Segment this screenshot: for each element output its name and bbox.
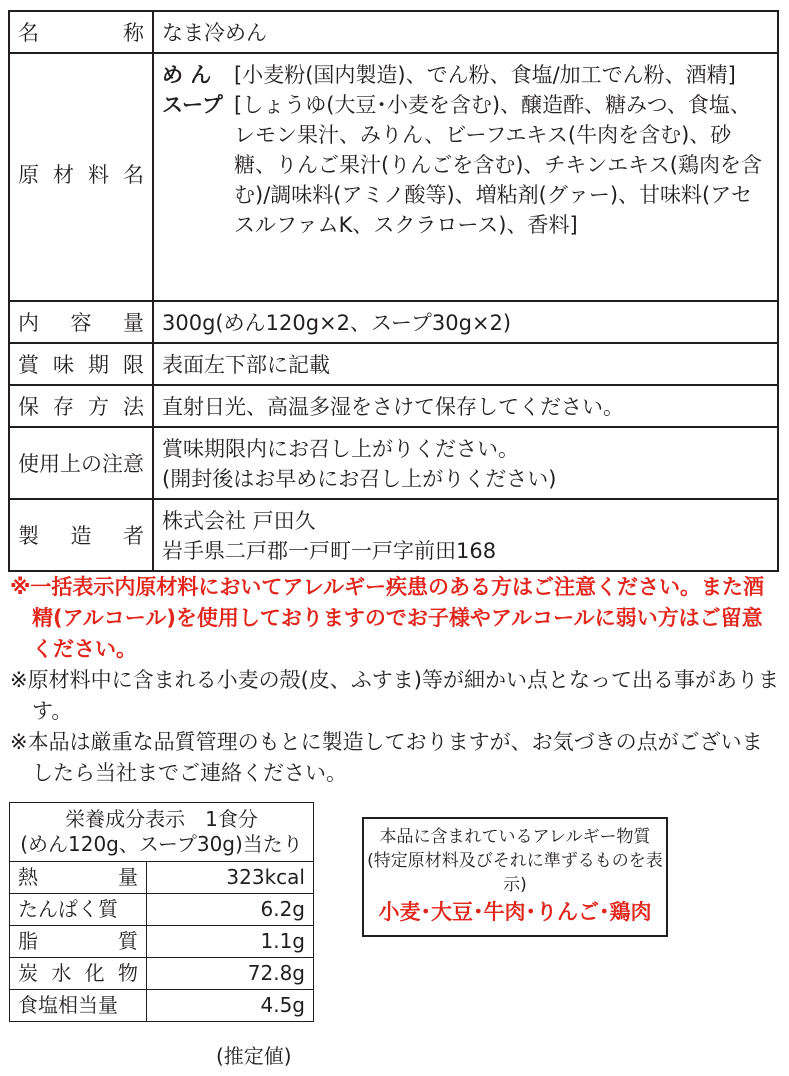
nutrition-name-text: 炭 水 化 物 [18, 961, 138, 985]
label-row-ingredients [9, 53, 778, 301]
nutrition-title-line-1: 栄養成分表示 1食分 [65, 807, 258, 831]
label-header-best-before [9, 343, 153, 385]
label-header-content [9, 301, 153, 343]
label-header-ingredients [9, 53, 153, 301]
allergen-subtitle: (特定原材料及びそれに準ずるものを表示) [367, 851, 663, 895]
ingredient-soup [162, 90, 769, 240]
allergen-box [362, 817, 668, 937]
notice-line-2: (開封後はお早めにお召し上がりください) [162, 467, 557, 491]
label-value-ingredients [153, 53, 778, 301]
label-header-name [9, 11, 153, 53]
label-row-content [9, 301, 778, 343]
allergy-warning: ※一括表示内原材料においてアレルギー疾患のある方はご注意ください。また酒精(アルコール)を使用しておりますのでお子様やアルコールに弱い方はご留意ください。 [10, 575, 765, 661]
notice-line-1: 賞味期限内にお召し上がりください。 [162, 437, 519, 461]
nutrition-estimate-note: (推定値) [216, 1044, 292, 1068]
ingredient-noodle-key: め ん [162, 63, 212, 87]
label-header-storage [9, 385, 153, 427]
notes-section [10, 572, 780, 789]
nutrition-row-fat [10, 926, 314, 958]
label-value-best-before: 表面左下部に記載 [153, 343, 778, 385]
nutrition-name [10, 926, 147, 958]
nutrition-name: たんぱく質 [10, 894, 147, 926]
nutrition-name-text: 脂 質 [18, 929, 138, 953]
nutrition-row-salt [10, 990, 314, 1022]
label-row-name [9, 11, 778, 53]
nutrition-title [10, 803, 314, 862]
nutrition-value: 6.2g [147, 894, 314, 926]
nutrition-title-row [10, 803, 314, 862]
nutrition-name [10, 862, 147, 894]
header-text: 使用上の注意 [18, 452, 144, 476]
nutrition-table [9, 802, 314, 1022]
nutrition-name-text: 熱 量 [18, 865, 138, 889]
allergen-title: 本品に含まれているアレルギー物質 [379, 827, 651, 847]
label-value-name: なま冷めん [153, 11, 778, 53]
label-value-storage: 直射日光、高温多湿をさけて保存してください。 [153, 385, 778, 427]
nutrition-name: 食塩相当量 [10, 990, 147, 1022]
ingredient-noodle [162, 60, 769, 90]
maker-line-1: 株式会社 戸田久 [162, 509, 316, 533]
label-header-notice [9, 427, 153, 499]
nutrition-row-carbohydrate [10, 958, 314, 990]
nutrition-name [10, 958, 147, 990]
header-text: 名 称 [18, 21, 144, 45]
ingredient-soup-key: スープ [162, 93, 223, 117]
nutrition-value: 72.8g [147, 958, 314, 990]
header-text: 原 材 料 名 [18, 163, 144, 187]
label-value-maker [153, 499, 778, 571]
nutrition-value: 323kcal [147, 862, 314, 894]
allergen-items: 小麦･大豆･牛肉･りんご･鶏肉 [378, 900, 652, 924]
header-text: 賞 味 期 限 [18, 353, 144, 377]
label-row-maker [9, 499, 778, 571]
nutrition-value: 1.1g [147, 926, 314, 958]
nutrition-value: 4.5g [147, 990, 314, 1022]
header-text: 内 容 量 [18, 311, 144, 335]
header-text: 製 造 者 [18, 524, 144, 548]
header-text: 保 存 方 法 [18, 395, 144, 419]
ingredient-noodle-value: [小麦粉(国内製造)、でん粉、食塩/加工でん粉、酒精] [234, 63, 736, 87]
label-row-best-before [9, 343, 778, 385]
ingredient-soup-value: [しょうゆ(大豆･小麦を含む)、醸造酢、糖みつ、食塩、レモン果汁、みりん、ビーフエキス(牛肉を含む)、砂糖、りんご果汁(りんごを含む)、チキンエキス(鶏肉を含む)/調味料(アミノ酸等)、増粘剤(グァー)、甘味料(アセスルファムK、スクラロース)、香料] [234, 93, 762, 237]
label-row-notice [9, 427, 778, 499]
label-row-storage [9, 385, 778, 427]
product-label-table [8, 10, 779, 572]
maker-line-2: 岩手県二戸郡一戸町一戸字前田168 [162, 539, 497, 563]
nutrition-row-energy [10, 862, 314, 894]
nutrition-title-line-2: (めん120g、スープ30g)当たり [20, 832, 303, 856]
note-bran: ※原材料中に含まれる小麦の殻(皮、ふすま)等が細かい点となって出る事があります。 [10, 668, 779, 723]
note-quality: ※本品は厳重な品質管理のもとに製造しておりますが、お気づきの点がございましたら当社までご連絡ください。 [10, 730, 763, 785]
label-value-content: 300g(めん120g×2、スープ30g×2) [153, 301, 778, 343]
label-value-notice [153, 427, 778, 499]
nutrition-row-protein [10, 894, 314, 926]
label-header-maker [9, 499, 153, 571]
